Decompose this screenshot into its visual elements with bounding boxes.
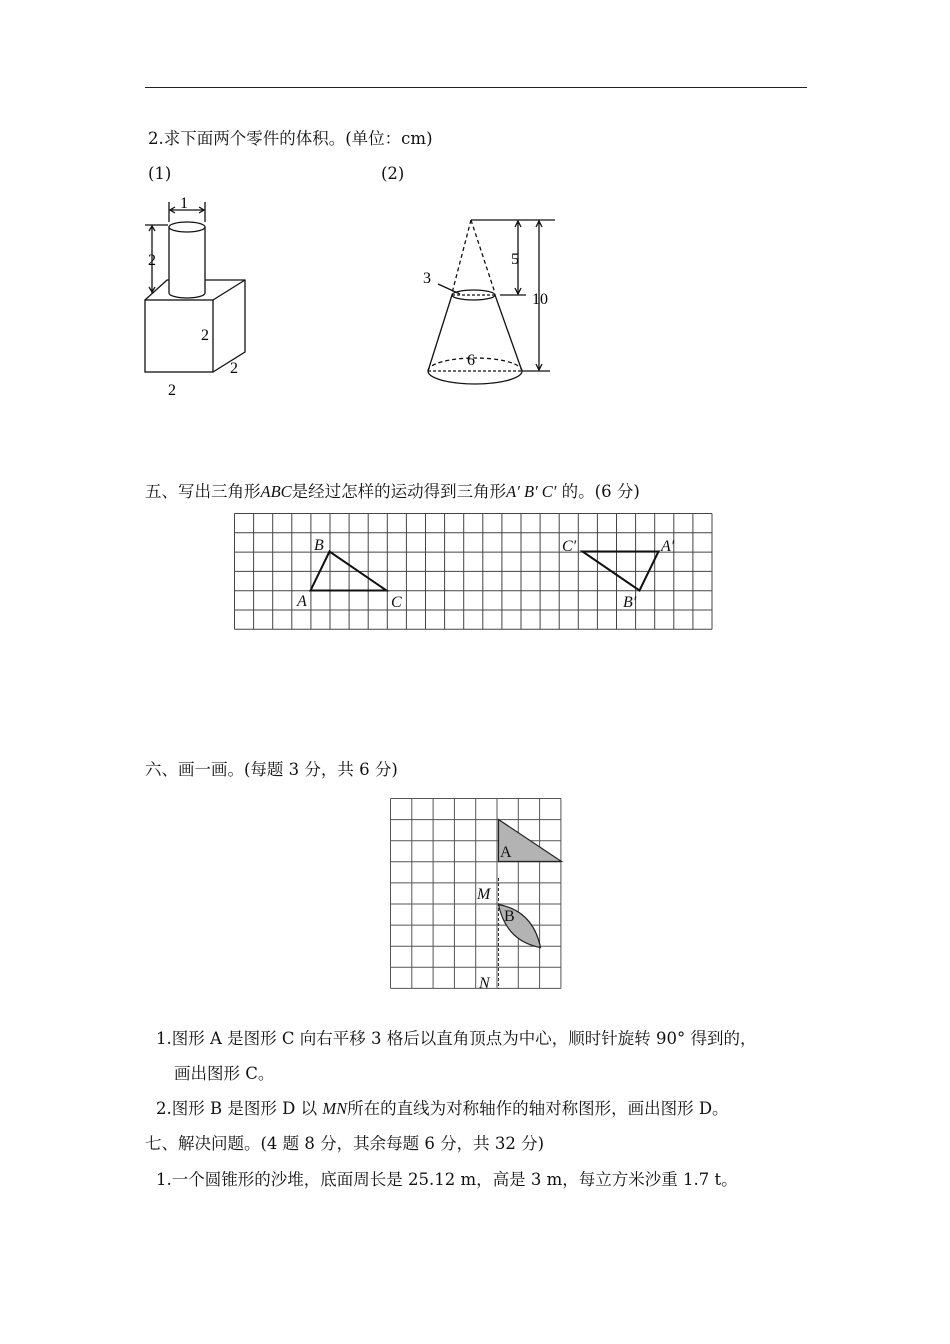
- section6-q1-line2: 画出图形 C。: [174, 1064, 275, 1083]
- fig1-cyl-height: 2: [148, 252, 156, 269]
- fig1-cube-height: 2: [201, 327, 209, 344]
- fig1-top-diameter: 1: [180, 195, 188, 212]
- section5-title: [145, 484, 640, 501]
- fig2-upper-height: 5: [511, 251, 519, 268]
- figure-cylinder-on-cube: [130, 190, 270, 405]
- q2-part2-label: (2): [381, 164, 405, 183]
- shape-a-label: A: [500, 844, 512, 861]
- figure-frustum: [410, 210, 570, 405]
- section5-grid: [235, 514, 713, 630]
- fig1-cube-depth: 2: [230, 360, 238, 377]
- fig2-total-height: 10: [532, 291, 548, 308]
- label-B-prime: B′: [623, 594, 637, 611]
- fig1-cube-width: 2: [168, 382, 176, 399]
- section6-title: 六、画一画。(每题 3 分，共 6 分): [145, 760, 398, 779]
- section7-q1: 1.一个圆锥形的沙堆，底面周长是 25.12 m，高是 3 m，每立方米沙重 1.7 t。: [156, 1170, 738, 1189]
- label-C: C: [391, 594, 402, 611]
- label-C-prime: C′: [562, 538, 577, 555]
- section5-title-prime: A′ B′ C′: [506, 482, 557, 501]
- q2-title: 2.求下面两个零件的体积。(单位：cm): [148, 129, 433, 148]
- section5-title-abc: ABC: [260, 482, 292, 501]
- section6-q1-line1: 1.图形 A 是图形 C 向右平移 3 格后以直角顶点为中心，顺时针旋转 90° 得到的，: [156, 1029, 757, 1048]
- label-B: B: [314, 537, 324, 554]
- q2-part1-label: (1): [148, 164, 172, 183]
- section6-grid: [391, 799, 561, 989]
- section6-q2-mn: MN: [322, 1099, 348, 1118]
- section5-title-post: 的。(6 分): [556, 482, 640, 501]
- label-A-prime: A′: [661, 538, 675, 555]
- section5-grid-figure: [234, 513, 718, 630]
- section7-title: 七、解决问题。(4 题 8 分，其余每题 6 分，共 32 分): [145, 1134, 545, 1153]
- section5-title-pre: 五、写出三角形: [145, 482, 261, 501]
- top-rule: [145, 87, 807, 88]
- section6-q2-pre: 2.图形 B 是图形 D 以: [156, 1099, 323, 1118]
- label-M: M: [477, 886, 491, 903]
- fig2-top-diameter: 3: [423, 270, 431, 287]
- fig2-bottom-diameter: 6: [467, 352, 475, 369]
- section5-title-mid: 是经过怎样的运动得到三角形: [291, 482, 507, 501]
- label-A: A: [297, 593, 307, 610]
- section6-grid-figure: [390, 798, 562, 991]
- section6-q2: [156, 1101, 729, 1118]
- shape-b-label: B: [504, 908, 515, 925]
- section6-q2-post: 所在的直线为对称轴作的轴对称图形，画出图形 D。: [347, 1099, 729, 1118]
- label-N: N: [479, 975, 490, 992]
